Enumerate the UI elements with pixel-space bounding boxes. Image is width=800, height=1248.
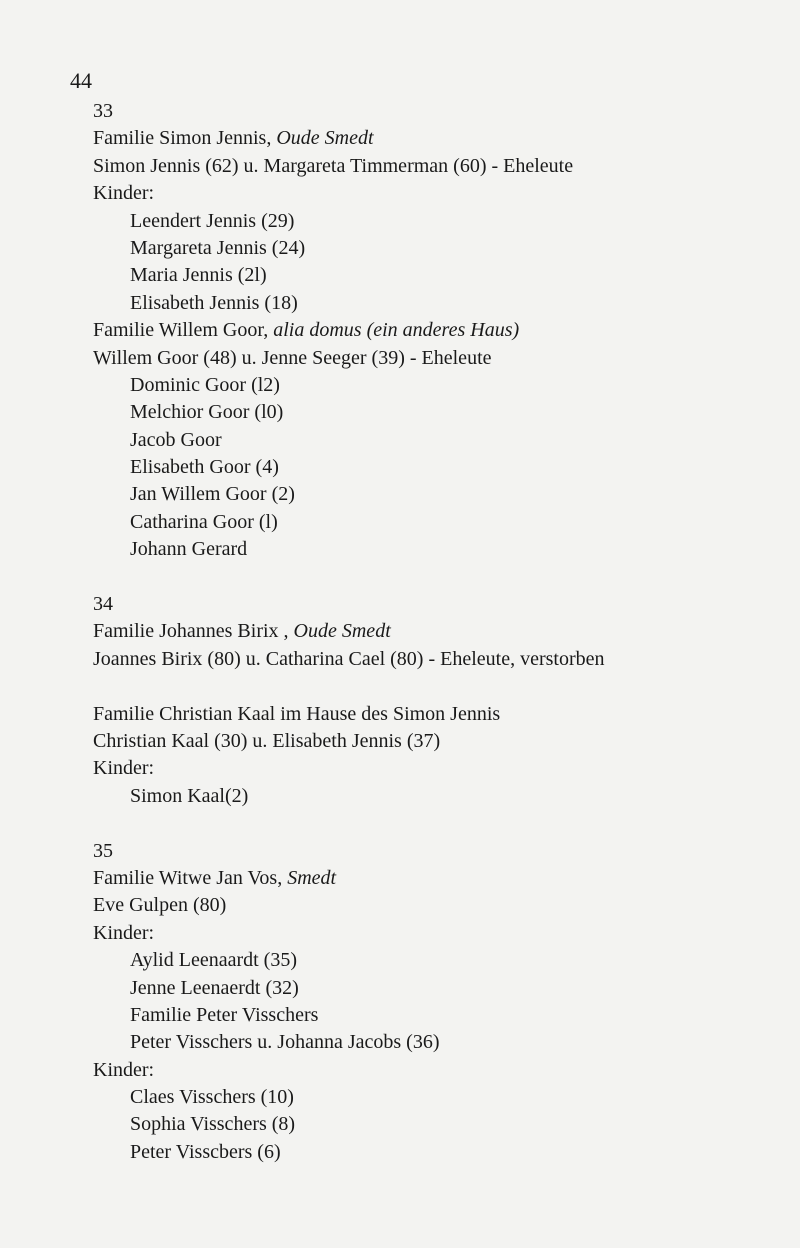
child-entry: Maria Jennis (2l) — [130, 264, 267, 287]
kinder-label: Kinder: — [93, 921, 155, 944]
family-place: alia domus (ein anderes Haus) — [273, 319, 520, 342]
child-entry: Elisabeth Goor (4) — [130, 456, 279, 479]
child-entry: Dominic Goor (l2) — [130, 373, 280, 396]
child-entry: Catharina Goor (l) — [130, 510, 278, 533]
spacer — [93, 673, 753, 700]
child-entry: Claes Visschers (10) — [130, 1086, 294, 1109]
child-entry: Melchior Goor (l0) — [130, 401, 284, 424]
family-heading — [93, 618, 753, 645]
kinder-label: Kinder: — [93, 757, 155, 780]
child-entry: Sophia Visschers (8) — [130, 1113, 296, 1136]
section-number: 35 — [93, 839, 113, 862]
parents-line: Christian Kaal (30) u. Elisabeth Jennis (37) — [93, 729, 441, 752]
widow-line: Eve Gulpen (80) — [93, 894, 227, 917]
child-entry: Margareta Jennis (24) — [130, 236, 306, 259]
child-entry: Familie Peter Visschers — [130, 1003, 319, 1026]
parents-line: Simon Jennis (62) u. Margareta Timmerman (60) - Eheleute — [93, 154, 574, 177]
family-place: Smedt — [287, 866, 337, 889]
spacer — [93, 564, 753, 591]
parents-line: Willem Goor (48) u. Jenne Seeger (39) - Eheleute — [93, 346, 492, 369]
spacer — [93, 810, 753, 837]
child-entry: Jacob Goor — [130, 428, 222, 451]
kinder-label: Kinder: — [93, 1058, 155, 1081]
page-content — [93, 98, 753, 1166]
child-entry: Peter Visschers u. Johanna Jacobs (36) — [130, 1031, 440, 1054]
child-entry: Elisabeth Jennis (18) — [130, 291, 298, 314]
child-entry: Simon Kaal(2) — [130, 784, 249, 807]
child-entry: Jan Willem Goor (2) — [130, 483, 295, 506]
parents-line: Joannes Birix (80) u. Catharina Cael (80) - Eheleute, verstorben — [93, 647, 605, 670]
page-number: 44 — [70, 68, 92, 93]
family-place: Oude Smedt — [293, 620, 391, 643]
family-name: Familie Simon Jennis, — [93, 127, 272, 150]
family-name: Familie Johannes Birix , — [93, 620, 289, 643]
child-entry: Aylid Leenaardt (35) — [130, 949, 297, 972]
kinder-label: Kinder: — [93, 182, 155, 205]
child-entry: Jenne Leenaerdt (32) — [130, 976, 299, 999]
family-name: Familie Willem Goor, — [93, 319, 269, 342]
family-heading — [93, 865, 753, 892]
family-heading — [93, 125, 753, 152]
child-entry: Leendert Jennis (29) — [130, 209, 295, 232]
family-heading: Familie Christian Kaal im Hause des Simon Jennis — [93, 702, 501, 725]
child-entry: Peter Visscbers (6) — [130, 1140, 281, 1163]
family-place: Oude Smedt — [276, 127, 374, 150]
family-heading — [93, 317, 753, 344]
section-number: 34 — [93, 593, 113, 616]
child-entry: Johann Gerard — [130, 538, 248, 561]
section-number: 33 — [93, 100, 113, 122]
family-name: Familie Witwe Jan Vos, — [93, 866, 283, 889]
